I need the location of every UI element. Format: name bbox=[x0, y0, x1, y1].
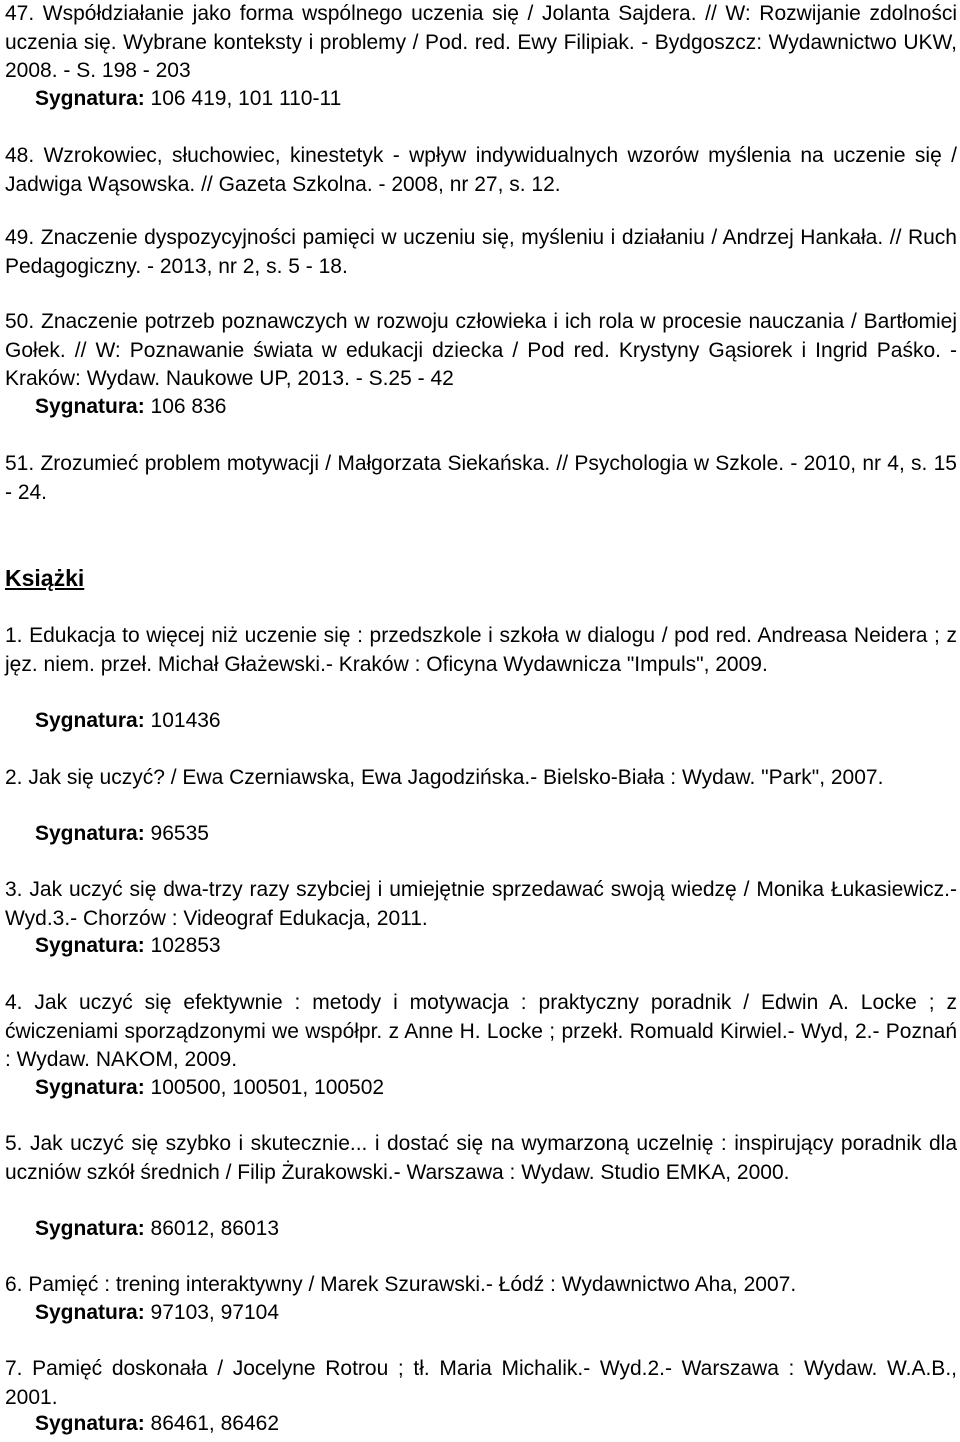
signature-label: Sygnatura: bbox=[35, 822, 145, 845]
signature-label: Sygnatura: bbox=[35, 709, 145, 732]
entry-text: 3. Jak uczyć się dwa-trzy razy szybciej i umiejętnie sprzedawać swoją wiedzę / Monika Łukasiewicz.- Wyd.3.- Chorzów : Videograf Edukacja, 2011. bbox=[5, 878, 957, 930]
entry-text: 2. Jak się uczyć? / Ewa Czerniawska, Ewa Jagodzińska.- Bielsko-Biała : Wydaw. "Park", 2007. bbox=[5, 766, 884, 789]
signature-label: Sygnatura: bbox=[35, 934, 145, 957]
entry-text: 49. Znaczenie dyspozycyjności pamięci w uczeniu się, myśleniu i działaniu / Andrzej Hankała. // Ruch Pedagogiczny. - 2013, nr 2, s. 5 - 18. bbox=[5, 226, 957, 278]
signature-line bbox=[5, 1299, 279, 1328]
article-entry-51 bbox=[5, 450, 957, 507]
book-entry-1 bbox=[5, 622, 957, 679]
entry-text: 4. Jak uczyć się efektywnie : metody i motywacja : praktyczny poradnik / Edwin A. Locke ; z ćwiczeniami sporządzonymi we współpr. z Anne H. Locke ; przekł. Romuald Kirwiel.- Wyd, 2.- Poznań : Wydaw. NAKOM, 2009. bbox=[5, 991, 957, 1071]
signature-value: 86012, 86013 bbox=[150, 1217, 279, 1240]
section-heading-books: Książki bbox=[5, 565, 85, 591]
signature-line bbox=[5, 820, 209, 849]
signature-line bbox=[5, 1074, 384, 1103]
book-entry-6 bbox=[5, 1271, 957, 1300]
book-entry-7 bbox=[5, 1355, 957, 1412]
signature-line bbox=[5, 85, 341, 114]
entry-text: 1. Edukacja to więcej niż uczenie się : przedszkole i szkoła w dialogu / pod red. Andreasa Neidera ; z jęz. niem. przeł. Michał Głażewski.- Kraków : Oficyna Wydawnicza "Impuls", 2009. bbox=[5, 624, 957, 676]
entry-text: 6. Pamięć : trening interaktywny / Marek Szurawski.- Łódź : Wydawnictwo Aha, 2007. bbox=[5, 1273, 797, 1296]
signature-label: Sygnatura: bbox=[35, 395, 145, 418]
book-entry-5 bbox=[5, 1130, 957, 1187]
book-entry-2 bbox=[5, 764, 957, 793]
signature-line bbox=[5, 932, 221, 961]
book-entry-4 bbox=[5, 989, 957, 1075]
article-entry-47 bbox=[5, 0, 957, 86]
signature-label: Sygnatura: bbox=[35, 1301, 145, 1324]
signature-value: 101436 bbox=[150, 709, 221, 732]
article-entry-49 bbox=[5, 224, 957, 281]
signature-value: 106 419, 101 110-11 bbox=[150, 87, 342, 110]
signature-label: Sygnatura: bbox=[35, 1412, 145, 1435]
entry-text: 5. Jak uczyć się szybko i skutecznie... i dostać się na wymarzoną uczelnię : inspirujący poradnik dla uczniów szkół średnich / Filip Żurakowski.- Warszawa : Wydaw. Studio EMKA, 2000. bbox=[5, 1132, 957, 1184]
signature-value: 97103, 97104 bbox=[150, 1301, 279, 1324]
article-entry-50 bbox=[5, 308, 957, 394]
entry-text: 51. Zrozumieć problem motywacji / Małgorzata Siekańska. // Psychologia w Szkole. - 2010, nr 4, s. 15 - 24. bbox=[5, 452, 957, 504]
signature-value: 86461, 86462 bbox=[150, 1412, 279, 1435]
signature-label: Sygnatura: bbox=[35, 87, 145, 110]
signature-line bbox=[5, 1215, 279, 1244]
signature-value: 106 836 bbox=[150, 395, 227, 418]
signature-value: 96535 bbox=[150, 822, 209, 845]
article-entry-48 bbox=[5, 142, 957, 199]
entry-text: 7. Pamięć doskonała / Jocelyne Rotrou ; tł. Maria Michalik.- Wyd.2.- Warszawa : Wydaw. W.A.B., 2001. bbox=[5, 1357, 957, 1409]
signature-value: 102853 bbox=[150, 934, 221, 957]
signature-line bbox=[5, 1410, 279, 1439]
signature-label: Sygnatura: bbox=[35, 1076, 145, 1099]
entry-text: 48. Wzrokowiec, słuchowiec, kinestetyk - wpływ indywidualnych wzorów myślenia na uczenie się / Jadwiga Wąsowska. // Gazeta Szkolna. - 2008, nr 27, s. 12. bbox=[5, 144, 957, 196]
signature-value: 100500, 100501, 100502 bbox=[150, 1076, 385, 1099]
book-entry-3 bbox=[5, 876, 957, 933]
entry-text: 50. Znaczenie potrzeb poznawczych w rozwoju człowieka i ich rola w procesie nauczania / Bartłomiej Gołek. // W: Poznawanie świata w edukacji dziecka / Pod red. Krystyny Gąsiorek i Ingrid Paśko. - Kraków: Wydaw. Naukowe UP, 2013. - S.25 - 42 bbox=[5, 310, 957, 390]
signature-line bbox=[5, 707, 221, 736]
entry-text: 47. Współdziałanie jako forma wspólnego uczenia się / Jolanta Sajdera. // W: Rozwijanie zdolności uczenia się. Wybrane konteksty i problemy / Pod. red. Ewy Filipiak. - Bydgoszcz: Wydawnictwo UKW, 2008. - S. 198 - 203 bbox=[5, 2, 957, 82]
signature-line bbox=[5, 393, 226, 422]
signature-label: Sygnatura: bbox=[35, 1217, 145, 1240]
